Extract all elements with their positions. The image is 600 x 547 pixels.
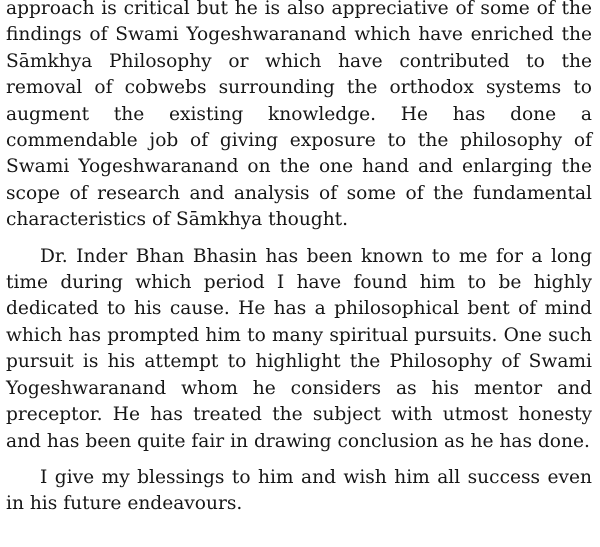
paragraph-blessings: I give my blessings to him and wish him all success even in his future endeavours.	[6, 466, 592, 515]
paragraph-about-author: Dr. Inder Bhan Bhasin has been known to me for a long time during which period I have found him to be highly dedicated to his cause. He has a philosophical bent of mind which has prompted him to many spiritual pursuits. One such pursuit is his attempt to highlight the Philosophy of Swami Yogeshwaranand whom he considers as his mentor and preceptor. He has treated the subject with utmost honesty and has been quite fair in drawing conclusion as he has done.	[6, 245, 592, 452]
paragraph-continuation: approach is critical but he is also appreciative of some of the findings of Swami Yogeshwaranand which have enriched the Sāmkhya Philosophy or which have contributed to the removal of cobwebs surrounding the orthodox systems to augment the existing knowledge. He has done a commendable job of giving exposure to the philosophy of Swami Yogeshwaranand on the one hand and enlarging the scope of research and analysis of some of the fundamental characteristics of Sāmkhya thought.	[6, 0, 592, 231]
